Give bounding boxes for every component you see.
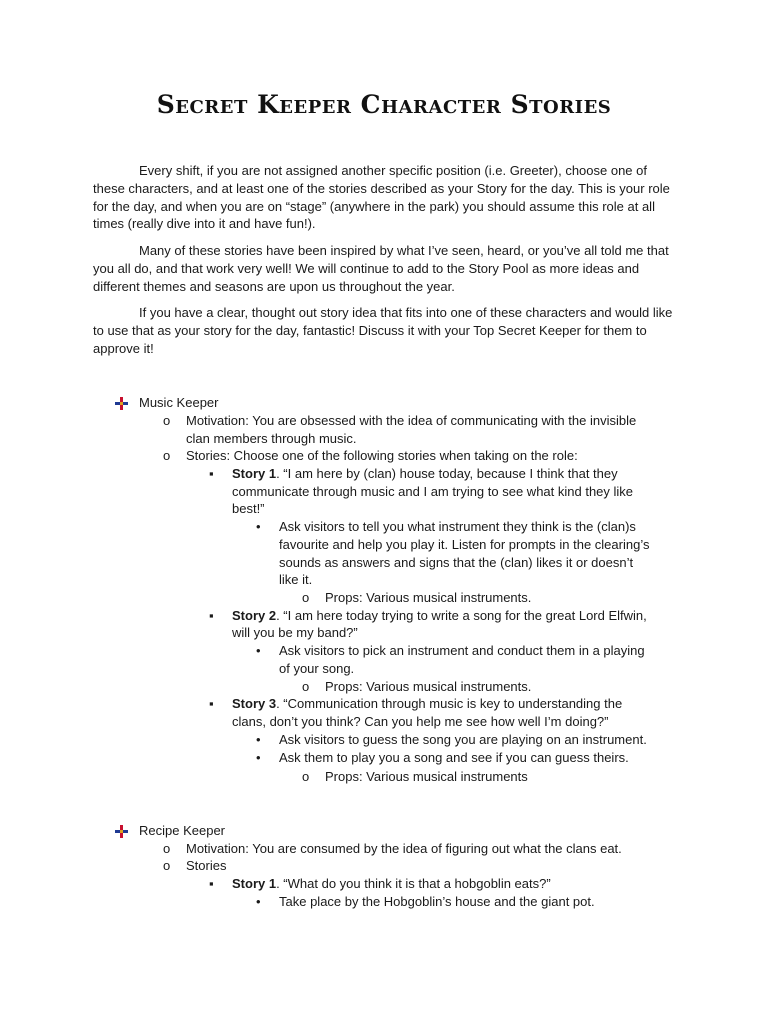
music-story-3-line-2: clans, don’t you think? Can you help me see how well I’m doing?” — [232, 714, 609, 729]
music-story-1-action-3: sounds as answers and signs that the (clan) likes it or doesn’t — [279, 555, 634, 570]
bullet-level-3: ▪ — [209, 876, 214, 891]
recipe-motivation: Motivation: You are consumed by the idea of figuring out what the clans eat. — [186, 841, 622, 856]
music-story-3-action-2: Ask them to play you a song and see if you can guess theirs. — [279, 750, 629, 765]
music-story-1-line-3: best!” — [232, 501, 265, 516]
bullet-level-4: • — [256, 519, 261, 534]
music-story-2-line-2: will you be my band?” — [232, 625, 358, 640]
music-story-1-line-2: communicate through music and I am trying to see what kind they like — [232, 484, 634, 499]
music-story-3-action-1: Ask visitors to guess the song you are playing on an instrument. — [279, 732, 647, 747]
bullet-level-4: • — [256, 732, 261, 747]
intro-paragraph-1: Every shift, if you are not assigned another specific position (i.e. Greeter), choose one of these characters, and at least one of the stories described as your Story for the day. This is your role for the day, and when you are on “stage” (anywhere in the park) you should assume this role at all times (really dive into it and have fun!). — [93, 163, 670, 232]
bullet-level-2: o — [163, 841, 171, 856]
story-label: Story 1 — [232, 876, 277, 891]
intro-paragraph-3: If you have a clear, thought out story idea that fits into one of these characters and would like to use that as your story for the day, fantastic! Discuss it with your Top Secret Keeper for them to approve it! — [93, 305, 673, 356]
bullet-level-4: • — [256, 894, 261, 909]
music-story-1-action-2: favourite and help you play it. Listen for prompts in the clearing’s — [279, 537, 650, 552]
page-title: Secret Keeper Character Stories — [156, 90, 612, 119]
bullet-level-2: o — [163, 858, 171, 873]
recipe-story-1-line-1: Story 1. “What do you think it is that a hobgoblin eats?” — [232, 876, 551, 891]
recipe-keeper-heading: Recipe Keeper — [139, 823, 225, 838]
bullet-level-2: o — [302, 590, 310, 605]
music-story-2-action-1: Ask visitors to pick an instrument and conduct them in a playing — [279, 643, 645, 658]
music-keeper-heading: Music Keeper — [139, 395, 219, 410]
bullet-cross-icon — [115, 397, 128, 410]
recipe-stories-intro: Stories — [186, 858, 227, 873]
music-story-1-action-4: like it. — [279, 572, 313, 587]
bullet-level-2: o — [163, 413, 171, 428]
music-story-1-action-1: Ask visitors to tell you what instrument they think is the (clan)s — [279, 519, 636, 534]
bullet-level-3: ▪ — [209, 696, 214, 711]
music-story-2-props: Props: Various musical instruments. — [325, 679, 532, 694]
music-story-1-line-1: Story 1. “I am here by (clan) house today, because I think that they — [232, 466, 618, 481]
music-story-3-props: Props: Various musical instruments — [325, 769, 528, 784]
story-label: Story 3 — [232, 696, 277, 711]
bullet-cross-icon — [115, 825, 128, 838]
bullet-level-2: o — [163, 448, 171, 463]
bullet-level-3: ▪ — [209, 466, 214, 481]
intro-paragraph-2: Many of these stories have been inspired by what I’ve seen, heard, or you’ve all told me that you all do, and that work very well! We will continue to add to the Story Pool as more ideas and different themes and seasons are upon us throughout the year. — [93, 243, 669, 294]
music-story-2-line-1: Story 2. “I am here today trying to write a song for the great Lord Elfwin, — [232, 608, 647, 623]
bullet-level-4: • — [256, 750, 261, 765]
story-label: Story 1 — [232, 466, 277, 481]
music-story-3-line-1: Story 3. “Communication through music is key to understanding the — [232, 696, 623, 711]
bullet-level-2: o — [302, 769, 310, 784]
music-story-2-action-2: of your song. — [279, 661, 355, 676]
music-motivation-line-1: Motivation: You are obsessed with the idea of communicating with the invisible — [186, 413, 637, 428]
music-stories-intro: Stories: Choose one of the following stories when taking on the role: — [186, 448, 578, 463]
recipe-story-1-action: Take place by the Hobgoblin’s house and the giant pot. — [279, 894, 595, 909]
story-label: Story 2 — [232, 608, 277, 623]
bullet-level-4: • — [256, 643, 261, 658]
bullet-level-2: o — [302, 679, 310, 694]
bullet-level-3: ▪ — [209, 608, 214, 623]
music-motivation-line-2: clan members through music. — [186, 431, 357, 446]
music-story-1-props: Props: Various musical instruments. — [325, 590, 532, 605]
